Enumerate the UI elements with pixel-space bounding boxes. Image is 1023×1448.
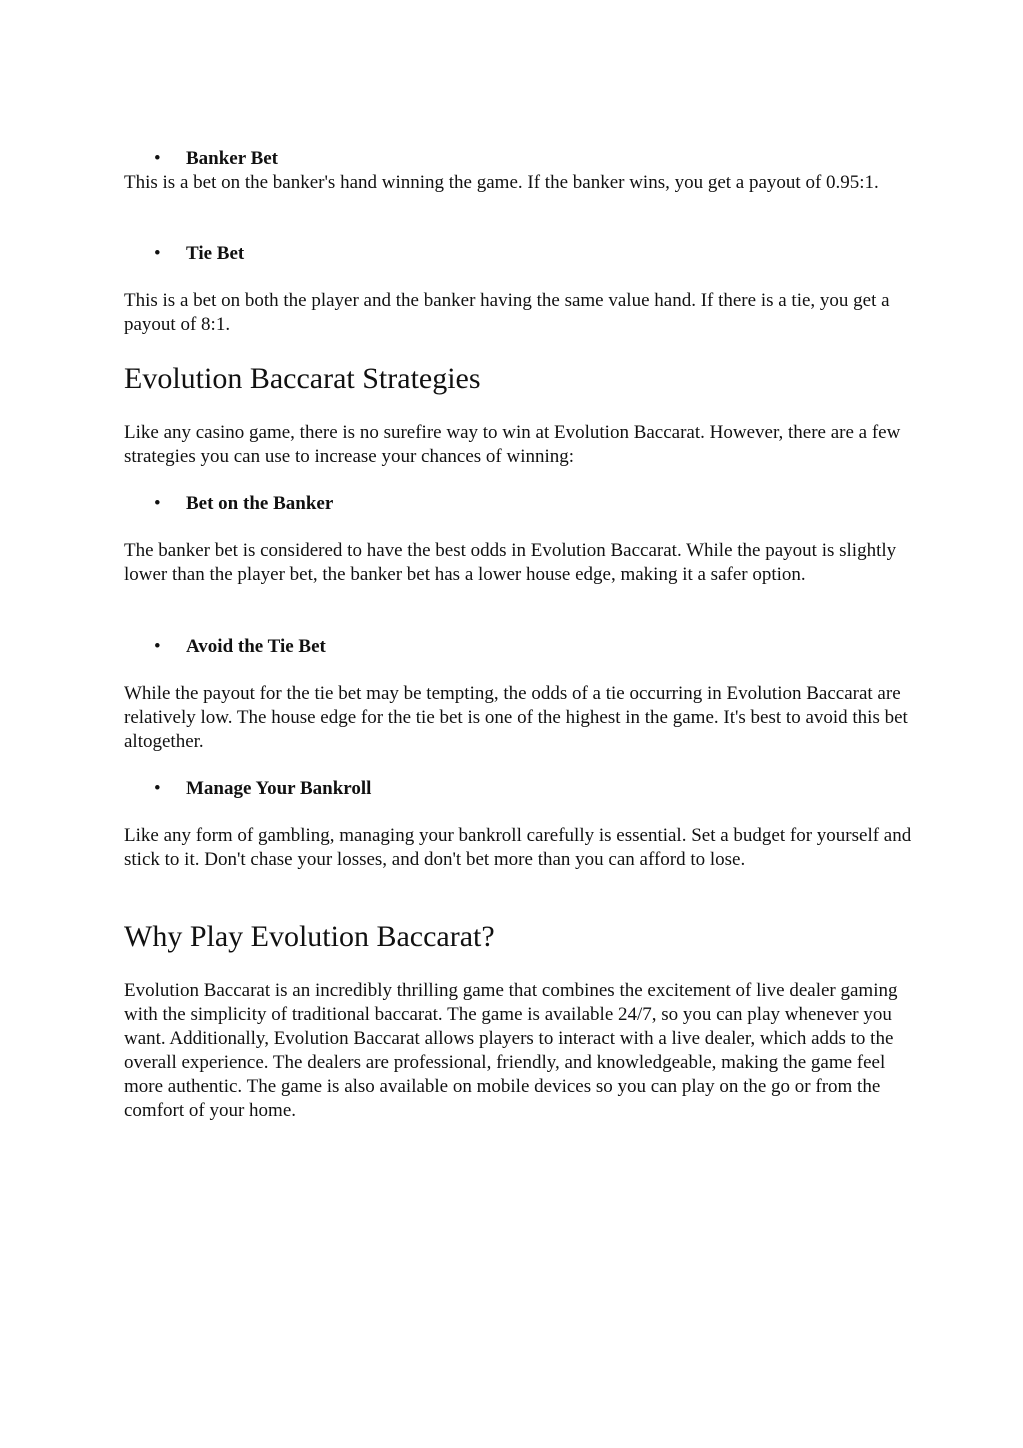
paragraph-bet-on-banker: The banker bet is considered to have the best odds in Evolution Baccarat. While the payout is slightly lower than the player bet, the banker bet has a lower house edge, making it a safer option.	[124, 540, 897, 585]
bullet-dot: •	[154, 778, 161, 799]
heading-strategies: Evolution Baccarat Strategies	[124, 362, 481, 395]
paragraph-tie-bet: This is a bet on both the player and the banker having the same value hand. If there is a tie, you get a payout of 8:1.	[124, 290, 890, 335]
bullet-dot: •	[154, 493, 161, 514]
bullet-dot: •	[154, 148, 161, 169]
bullet-label: Avoid the Tie Bet	[186, 636, 326, 657]
paragraph-avoid-tie-bet: While the payout for the tie bet may be tempting, the odds of a tie occurring in Evolution Baccarat are relatively low. The house edge for the tie bet is one of the highest in the game. It's best to avoid this bet altogether.	[124, 683, 908, 752]
bullet-dot: •	[154, 243, 161, 264]
bullet-dot: •	[154, 636, 161, 657]
paragraph-banker-bet: This is a bet on the banker's hand winning the game. If the banker wins, you get a payout of 0.95:1.	[124, 172, 879, 193]
paragraph-manage-bankroll: Like any form of gambling, managing your bankroll carefully is essential. Set a budget for yourself and stick to it. Don't chase your losses, and don't bet more than you can afford to lose.	[124, 825, 912, 870]
bullet-label: Manage Your Bankroll	[186, 778, 372, 799]
bullet-label: Tie Bet	[186, 243, 245, 264]
bullet-label: Banker Bet	[186, 148, 279, 169]
paragraph-why-play: Evolution Baccarat is an incredibly thrilling game that combines the excitement of live dealer gaming with the simplicity of traditional baccarat. The game is available 24/7, so you can play whenever you want. Additionally, Evolution Baccarat allows players to interact with a live dealer, which adds to the overall experience. The dealers are professional, friendly, and knowledgeable, making the game feel more authentic. The game is also available on mobile devices so you can play on the go or from the comfort of your home.	[124, 980, 898, 1121]
bullet-label: Bet on the Banker	[186, 493, 334, 514]
heading-why-play: Why Play Evolution Baccarat?	[124, 920, 495, 953]
paragraph-strategies-intro: Like any casino game, there is no surefire way to win at Evolution Baccarat. However, there are a few strategies you can use to increase your chances of winning:	[124, 422, 901, 467]
